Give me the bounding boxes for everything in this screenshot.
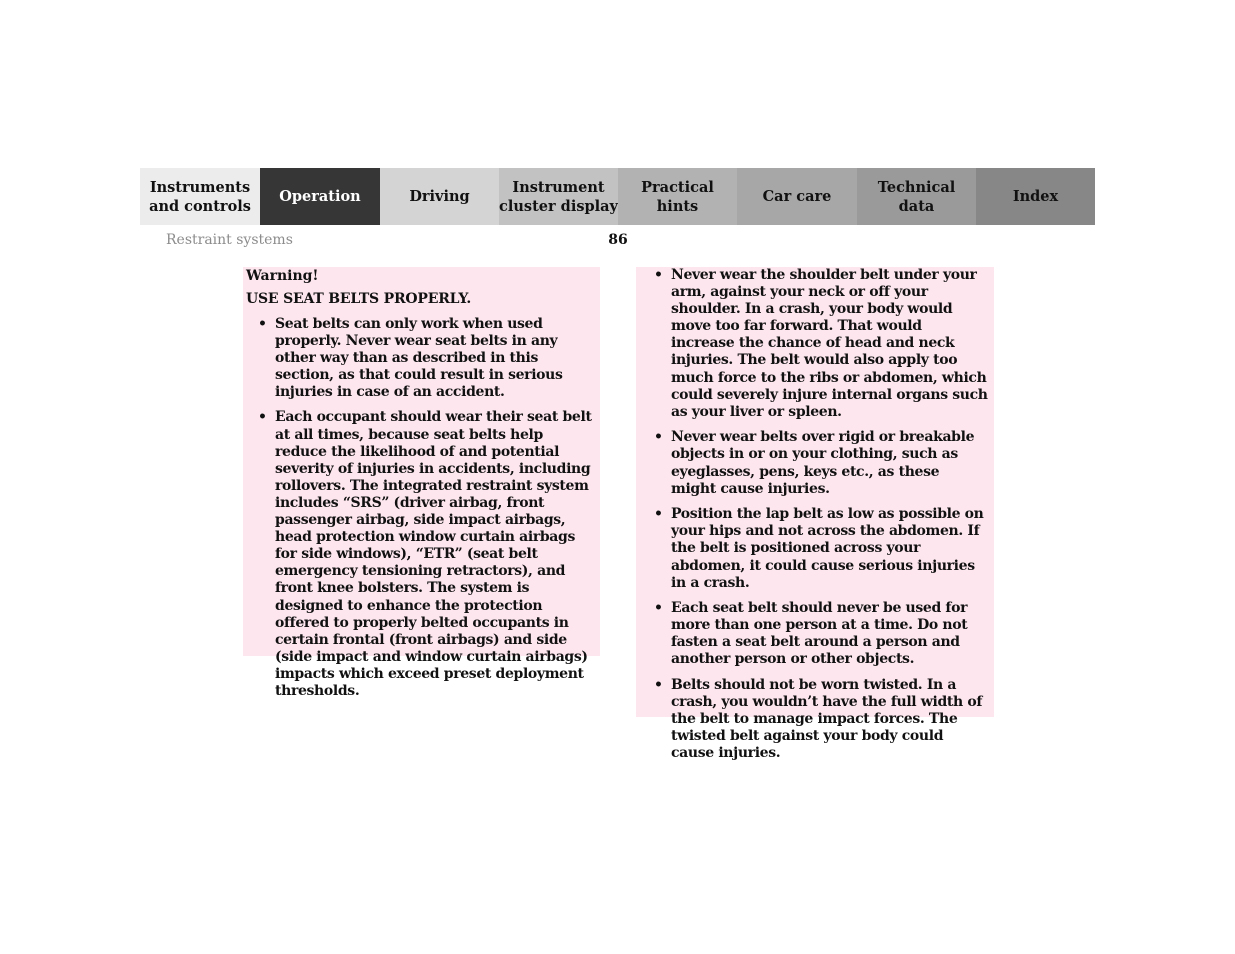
warning-bullet-text: Position the lap belt as low as possible on your hips and not across the abdomen. If the belt is positioned across your abdomen, it could cause serious injuries in a crash.: [671, 506, 984, 591]
bullet-dot-icon: •: [654, 600, 663, 617]
warning-bullet-text: Belts should not be worn twisted. In a crash, you wouldn’t have the full width of the belt to manage impact forces. The twisted belt against your body could cause injuries.: [671, 677, 983, 762]
nav-tab-3[interactable]: Instrument cluster display: [499, 168, 618, 225]
nav-tab-4[interactable]: Practical hints: [618, 168, 737, 225]
chapter-nav: [140, 168, 1095, 225]
warning-bullet-item: [642, 267, 988, 421]
nav-tab-2[interactable]: Driving: [380, 168, 499, 225]
warning-heading: USE SEAT BELTS PROPERLY.: [246, 291, 472, 307]
bullet-dot-icon: •: [654, 506, 663, 523]
warning-bullet-item: [642, 429, 988, 497]
bullet-dot-icon: •: [258, 409, 267, 426]
bullet-dot-icon: •: [654, 267, 663, 283]
warning-box-left: [243, 267, 600, 699]
bullet-dot-icon: •: [258, 316, 267, 332]
warning-bullet-text: Seat belts can only work when used properly. Never wear seat belts in any other way than as described in this section, as that could result in serious injuries in case of an accident.: [275, 316, 563, 401]
nav-tab-1[interactable]: Operation: [260, 168, 380, 225]
nav-tab-5[interactable]: Car care: [737, 168, 857, 225]
warning-list-left: [246, 316, 594, 700]
page-number: 86: [608, 232, 628, 248]
warning-title: Warning!: [246, 268, 319, 284]
nav-tab-7[interactable]: Index: [976, 168, 1095, 225]
warning-bullet-item: [642, 600, 988, 668]
warning-box-right: [636, 267, 994, 762]
warning-bullet-item: [642, 506, 988, 591]
nav-tab-0[interactable]: Instruments and controls: [140, 168, 260, 225]
warning-list-right: [642, 267, 988, 763]
bullet-dot-icon: •: [654, 677, 663, 694]
warning-bullet-item: [642, 677, 988, 762]
warning-bullet-text: Each occupant should wear their seat belt at all times, because seat belts help reduce the likelihood of and potential severity of injuries in accidents, including rollovers. The integrated restraint system includes “SRS” (driver airbag, front passenger airbag, side impact airbags, head protection window curtain airbags for side windows), “ETR” (seat belt emergency tensioning retractors), and front knee bolsters. The system is designed to enhance the protection offered to properly belted occupants in certain frontal (front airbags) and side (side impact and window curtain airbags) impacts which exceed preset deployment thresholds.: [275, 409, 592, 699]
warning-bullet-text: Never wear belts over rigid or breakable objects in or on your clothing, such as eyeglasses, pens, keys etc., as these might cause injuries.: [671, 429, 975, 497]
warning-bullet-item: [246, 316, 594, 401]
bullet-dot-icon: •: [654, 429, 663, 446]
warning-bullet-text: Never wear the shoulder belt under your arm, against your neck or off your shoulder. In a crash, your body would move too far forward. That would increase the chance of head and neck injuries. The belt would also apply too much force to the ribs or abdomen, which could severely injure internal organs such as your liver or spleen.: [671, 267, 988, 420]
section-title: Restraint systems: [166, 232, 293, 248]
warning-bullet-text: Each seat belt should never be used for more than one person at a time. Do not fasten a seat belt around a person and another person or other objects.: [671, 600, 968, 668]
nav-tab-6[interactable]: Technical data: [857, 168, 976, 225]
warning-bullet-item: [246, 409, 594, 700]
